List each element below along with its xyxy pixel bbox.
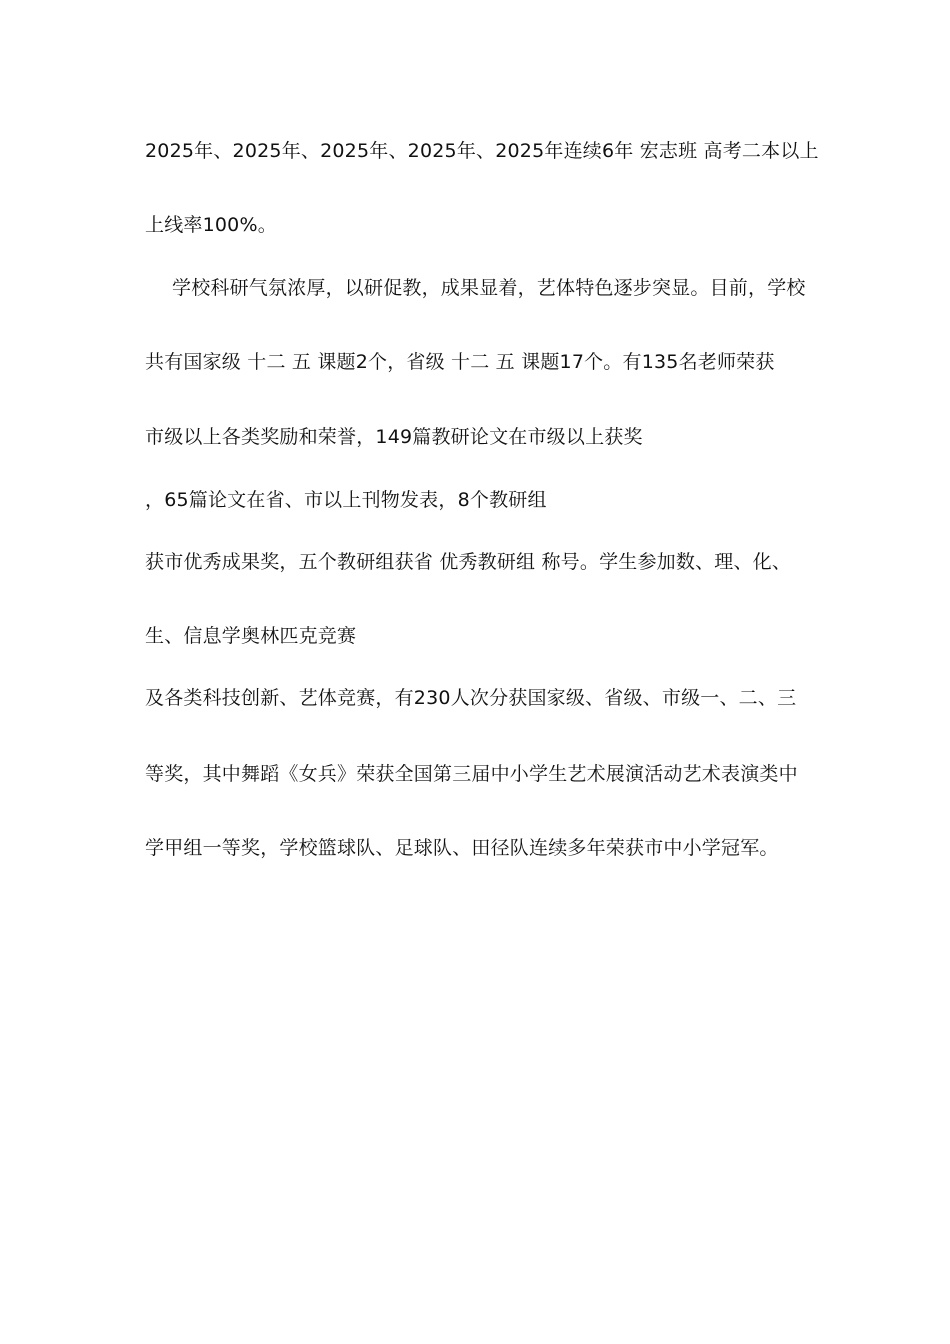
text-line-3: 学校科研气氛浓厚，以研促教，成果显着，艺体特色逐步突显。目前，学校	[172, 277, 806, 299]
text-line-8: 生、信息学奥林匹克竞赛	[145, 625, 357, 647]
text-line-7: 获市优秀成果奖，五个教研组获省 优秀教研组 称号。学生参加数、理、化、	[145, 551, 792, 573]
text-line-5: 市级以上各类奖励和荣誉，149篇教研论文在市级以上获奖	[145, 426, 643, 448]
text-line-1: 2025年、2025年、2025年、2025年、2025年连续6年 宏志班 高考二本以上	[145, 140, 819, 162]
text-line-4: 共有国家级 十二 五 课题2个，省级 十二 五 课题17个。有135名老师荣获	[145, 351, 775, 373]
text-line-9: 及各类科技创新、艺体竞赛，有230人次分获国家级、省级、市级一、二、三	[145, 687, 797, 709]
text-line-6: ，65篇论文在省、市以上刊物发表，8个教研组	[145, 489, 547, 511]
text-line-2: 上线率100%。	[145, 214, 277, 236]
text-line-11: 学甲组一等奖，学校篮球队、足球队、田径队连续多年荣获市中小学冠军。	[145, 837, 779, 859]
text-line-10: 等奖，其中舞蹈《女兵》荣获全国第三届中小学生艺术展演活动艺术表演类中	[145, 763, 798, 785]
